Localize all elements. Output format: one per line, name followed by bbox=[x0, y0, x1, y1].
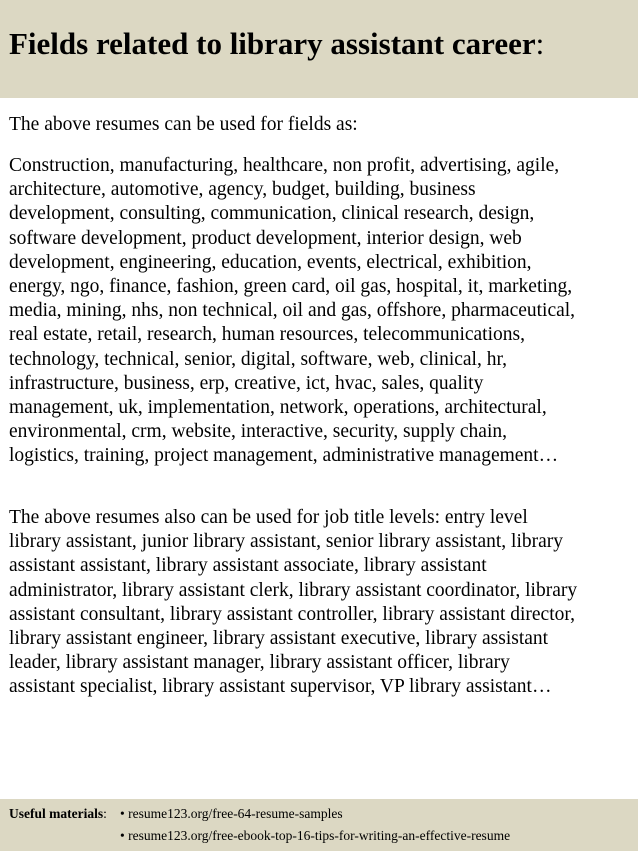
fields-line: real estate, retail, research, human resources, telecommunications, bbox=[9, 324, 525, 346]
fields-line: management, uk, implementation, network, operations, architectural, bbox=[9, 397, 547, 419]
useful-materials-label-colon: : bbox=[103, 806, 107, 821]
title-banner bbox=[0, 0, 638, 98]
job-levels-line: assistant assistant, library assistant associate, library assistant bbox=[9, 555, 487, 577]
fields-line: logistics, training, project management, administrative management… bbox=[9, 445, 559, 467]
job-levels-line: library assistant, junior library assistant, senior library assistant, library bbox=[9, 531, 564, 553]
fields-line: media, mining, nhs, non technical, oil and gas, offshore, pharmaceutical, bbox=[9, 300, 576, 322]
fields-line: Construction, manufacturing, healthcare, non profit, advertising, agile, bbox=[9, 155, 560, 176]
fields-line: energy, ngo, finance, fashion, green card, oil gas, hospital, it, marketing, bbox=[9, 276, 573, 298]
fields-line: software development, product development, interior design, web bbox=[9, 227, 522, 249]
page-title bbox=[9, 26, 544, 62]
resume-samples-link[interactable]: • resume123.org/free-64-resume-samples bbox=[120, 806, 343, 821]
resume-ebook-link[interactable]: • resume123.org/free-ebook-top-16-tips-for-writing-an-effective-resume bbox=[120, 828, 511, 843]
fields-line: development, engineering, education, events, electrical, exhibition, bbox=[9, 251, 532, 273]
job-levels-line: library assistant engineer, library assistant executive, library assistant bbox=[9, 628, 549, 650]
page-title-text: Fields related to library assistant career bbox=[9, 26, 536, 61]
footer-banner bbox=[0, 799, 638, 851]
job-levels-line: administrator, library assistant clerk, library assistant coordinator, library bbox=[9, 579, 578, 601]
job-levels-line: assistant specialist, library assistant supervisor, VP library assistant… bbox=[9, 676, 552, 698]
job-levels-paragraph bbox=[9, 506, 577, 700]
useful-materials-label bbox=[9, 806, 107, 822]
page-title-colon: : bbox=[535, 26, 545, 61]
job-levels-line: assistant consultant, library assistant controller, library assistant director, bbox=[9, 603, 575, 625]
job-levels-line: leader, library assistant manager, library assistant officer, library bbox=[9, 652, 510, 674]
fields-line: architecture, automotive, agency, budget, building, business bbox=[9, 179, 476, 201]
job-levels-line: The above resumes also can be used for job title levels: entry level bbox=[9, 507, 528, 528]
fields-line: technology, technical, senior, digital, software, web, clinical, hr, bbox=[9, 348, 508, 370]
fields-line: environmental, crm, website, interactive, security, supply chain, bbox=[9, 421, 507, 443]
fields-line: development, consulting, communication, clinical research, design, bbox=[9, 203, 535, 225]
fields-intro: The above resumes can be used for fields as: bbox=[9, 114, 358, 135]
fields-line: infrastructure, business, erp, creative, ict, hvac, sales, quality bbox=[9, 372, 484, 394]
fields-paragraph bbox=[9, 154, 575, 469]
useful-materials-label-text: Useful materials bbox=[9, 806, 104, 821]
